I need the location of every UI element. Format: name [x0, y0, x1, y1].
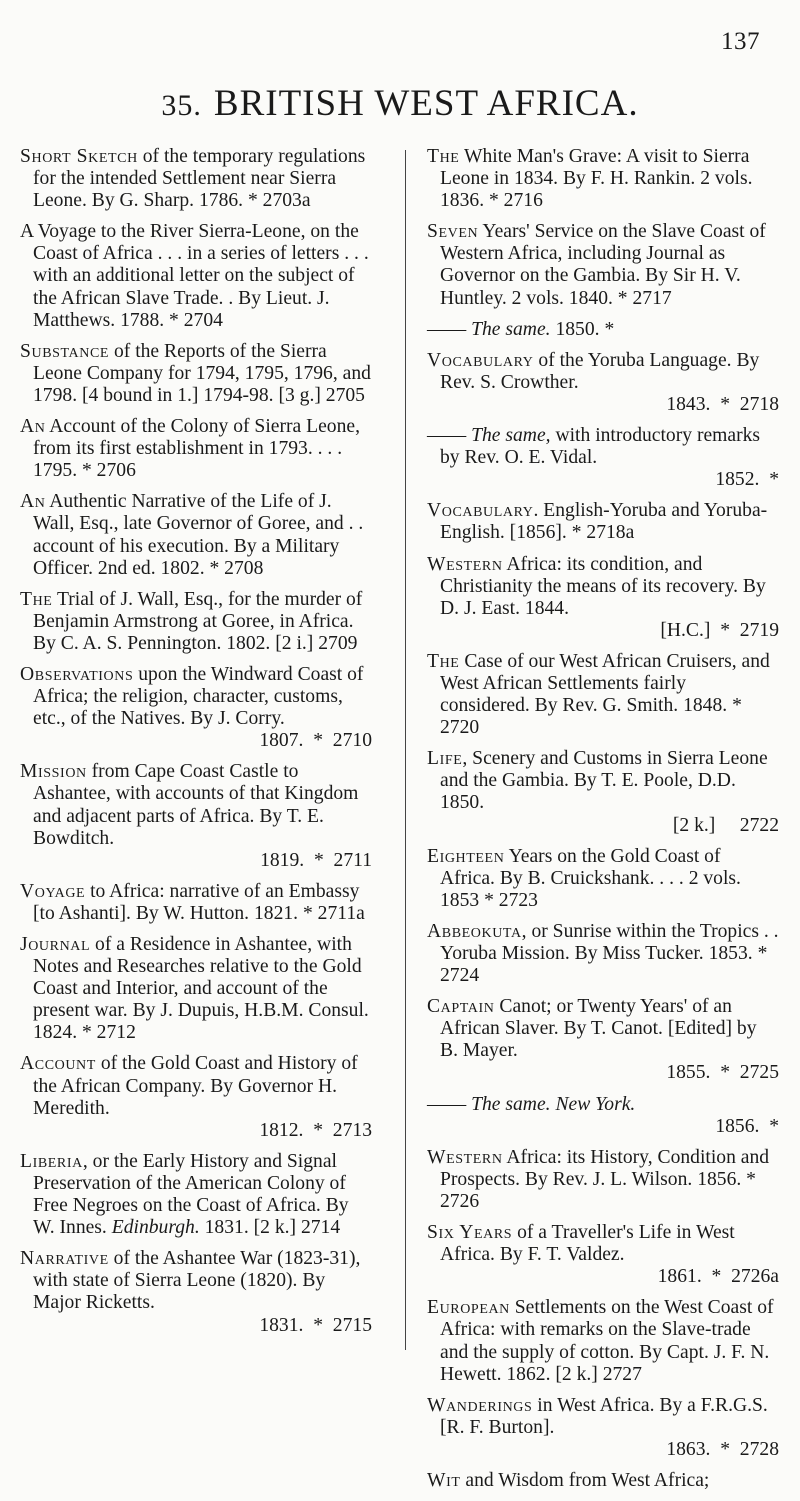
entry-text: Case of our West African Cruisers, and West African Settlements fairly considered. By Rev. G. Smith. 1848. * 2720 — [440, 650, 770, 739]
entry-reference: [2 k.] 2722 — [672, 814, 779, 836]
entry-text: , Scenery and Customs in Sierra Leone and the Gambia. By T. E. Poole, D.D. 1850. — [440, 748, 768, 814]
entry-lead: Narrative — [20, 1248, 109, 1270]
entry-text: Years' Service on the Slave Coast of Western Africa, including Journal as Governor on the Gambia. By Sir H. V. Huntley. 2 vols. 1840. * 2717 — [440, 221, 766, 309]
entry-lead: Abbeokuta — [427, 920, 522, 942]
entry-text: —— — [427, 1093, 472, 1115]
entry-text: of a Traveller's Life in West Africa. By F. T. Valdez. — [440, 1222, 735, 1266]
entry-lead: Journal — [20, 934, 91, 955]
entry-lead: An — [20, 491, 46, 513]
entry-text: and Wisdom from West Africa; — [460, 1469, 710, 1491]
entry-lead: An — [20, 416, 46, 438]
entry-tail: 1831. [2 k.] 2714 — [199, 1217, 341, 1239]
entry-lead: Captain — [427, 996, 495, 1018]
entry-lead: Western — [427, 1146, 503, 1168]
entry-italic: The same, — [471, 425, 551, 447]
entry-lead: Six Years — [427, 1222, 513, 1244]
catalogue-entry — [20, 491, 372, 579]
entry-lead: Western — [427, 553, 503, 575]
entry-lead: Substance — [20, 340, 110, 362]
entry-reference: 1831. * 2715 — [259, 1314, 372, 1336]
entry-text: from Cape Coast Castle to Ashantee, with accounts of that Kingdom and adjacent parts of Africa. By T. E. Bowditch. — [33, 761, 359, 849]
entry-reference: 1843. * 2718 — [666, 393, 779, 415]
entry-reference: 1861. * 2726a — [657, 1266, 779, 1288]
entry-text: Africa: its History, Condition and Prospects. By Rev. J. L. Wilson. 1856. * 2726 — [440, 1146, 770, 1212]
entry-text: of the Gold Coast and History of the African Company. By Governor H. Meredith. — [33, 1053, 358, 1119]
catalogue-entry — [427, 651, 779, 739]
entry-reference: [H.C.] * 2719 — [660, 619, 779, 641]
catalogue-entry — [20, 589, 372, 655]
column-divider — [405, 150, 406, 1350]
entry-lead: Seven — [427, 221, 479, 243]
entry-text: Settlements on the West Coast of Africa: with remarks on the Slave-trade and the supply of cotton. By Capt. J. F. N. Hewett. 1862. [2 k.] 2727 — [440, 1297, 774, 1385]
catalogue-entry — [20, 416, 372, 482]
entry-reference: 1855. * 2725 — [666, 1062, 779, 1084]
entry-lead: The — [427, 650, 460, 672]
entry-lead: Life — [427, 748, 463, 770]
entry-text: Trial of J. Wall, Esq., for the murder of Benjamin Armstrong at Goree, in Africa. By C. A. S. Pennington. 1802. [2 i.] 2709 — [33, 588, 363, 654]
catalogue-entry — [427, 554, 779, 642]
entry-text: of the Yoruba Language. By Rev. S. Crowther. — [440, 349, 760, 393]
entry-lead: Vocabulary — [427, 349, 534, 371]
entry-lead: European — [427, 1297, 510, 1319]
entry-text: of a Residence in Ashantee, with Notes and Researches relative to the Gold Coast and Interior, and account of the present war. By J. Dupuis, H.B.M. Consul. 1824. * 2712 — [33, 934, 369, 1044]
catalogue-entry — [427, 1094, 779, 1138]
catalogue-entry — [427, 500, 779, 544]
catalogue-entry — [20, 934, 372, 1044]
catalogue-entry — [20, 881, 372, 925]
entry-text: Authentic Narrative of the Life of J. Wall, Esq., late Governor of Goree, and . . account of his execution. By a Military Officer. 2nd ed. 1802. * 2708 — [33, 491, 364, 579]
catalogue-entry — [427, 1147, 779, 1213]
entry-lead: Vocabulary — [427, 500, 534, 522]
entry-tail: 1850. * — [550, 318, 615, 340]
entry-lead: The — [427, 146, 460, 167]
entry-text: to Africa: narrative of an Embassy [to Ashanti]. By W. Hutton. 1821. * 2711a — [33, 880, 365, 924]
entry-reference: 1863. * 2728 — [666, 1438, 779, 1460]
entry-text: , or the Early History and Signal Preservation of the American Colony of Free Negroes on the Coast of Africa. By W. Innes. — [33, 1150, 349, 1239]
entry-lead: Mission — [20, 761, 87, 783]
page-number: 137 — [721, 28, 760, 55]
catalogue-entry — [20, 664, 372, 752]
catalogue-entry — [427, 921, 779, 987]
entry-text: of the Ashantee War (1823-31), with state of Sierra Leone (1820). By Major Ricketts. — [33, 1248, 361, 1314]
entry-text: of the Reports of the Sierra Leone Company for 1794, 1795, 1796, and 1798. [4 bound in 1.] 1794-98. [3 g.] 2705 — [33, 340, 371, 406]
catalogue-entry — [427, 996, 779, 1084]
catalogue-entry — [20, 1151, 372, 1239]
catalogue-entry — [427, 319, 779, 341]
entry-text: —— — [427, 425, 472, 447]
entry-text: in West Africa. By a F.R.G.S. [R. F. Burton]. — [440, 1394, 768, 1438]
entry-text: Canot; or Twenty Years' of an African Slaver. By T. Canot. [Edited] by B. Mayer. — [440, 996, 757, 1062]
entry-text: Africa: its condition, and Christianity the means of its recovery. By D. J. East. 1844. — [440, 553, 766, 619]
entry-text: —— — [427, 318, 472, 340]
entry-text: . English-Yoruba and Yoruba-English. [1856]. * 2718a — [440, 500, 768, 544]
entry-text: Account of the Colony of Sierra Leone, from its first establishment in 1793. . . . 1795. * 2706 — [33, 416, 360, 482]
entry-lead: Wit — [427, 1469, 461, 1491]
section-title: BRITISH WEST AFRICA. — [213, 83, 639, 124]
catalogue-entry — [427, 1297, 779, 1385]
catalogue-entry — [427, 1470, 779, 1492]
catalogue-entry — [20, 1248, 372, 1336]
catalogue-entry — [427, 1395, 779, 1461]
section-heading — [0, 82, 800, 125]
right-column — [427, 146, 779, 1501]
catalogue-entry — [427, 1222, 779, 1288]
entry-text: upon the Windward Coast of Africa; the religion, character, customs, etc., of the Natives. By J. Corry. — [33, 663, 364, 730]
entry-text: White Man's Grave: A visit to Sierra Leone in 1834. By F. H. Rankin. 2 vols. 1836. * 2716 — [440, 146, 753, 212]
entry-reference: 1812. * 2713 — [259, 1119, 372, 1141]
entry-tail: with introductory remarks by Rev. O. E. Vidal. — [440, 425, 761, 469]
entry-lead: Voyage — [20, 880, 86, 902]
catalogue-entry — [20, 341, 372, 407]
left-column — [20, 146, 372, 1346]
entry-reference: 1807. * 2710 — [259, 730, 372, 752]
catalogue-entry — [427, 846, 779, 912]
catalogue-entry — [20, 1053, 372, 1141]
entry-reference: 1852. * — [715, 469, 779, 491]
entry-text: Years on the Gold Coast of Africa. By B. Cruickshank. . . . 2 vols. 1853 * 2723 — [440, 845, 741, 911]
catalogue-entry — [427, 146, 779, 212]
entry-lead: Account — [20, 1053, 96, 1075]
entry-italic: The same. — [471, 318, 551, 340]
entry-italic: The same. New York. — [471, 1093, 636, 1115]
entry-lead: Eighteen — [427, 845, 505, 867]
entry-lead: Short Sketch — [20, 146, 138, 167]
entry-text: A Voyage to the River Sierra-Leone, on the Coast of Africa . . . in a series of letters . . . with an additional letter on the subject of the African Slave Trade. . By Lieut. J. Matthews. 1788. * 2704 — [20, 221, 369, 331]
catalogue-entry — [427, 425, 779, 491]
catalogue-entry — [20, 761, 372, 871]
catalogue-entry — [427, 350, 779, 416]
entry-lead: Liberia — [20, 1150, 83, 1172]
entry-lead: Observations — [20, 663, 134, 685]
entry-italic: Edinburgh. — [111, 1217, 200, 1239]
entry-lead: Wanderings — [427, 1394, 533, 1416]
entry-lead: The — [20, 588, 53, 610]
entry-reference: 1819. * 2711 — [260, 849, 372, 871]
entry-text: , or Sunrise within the Tropics . . Yoruba Mission. By Miss Tucker. 1853. * 2724 — [440, 920, 779, 987]
catalogue-entry — [20, 146, 372, 212]
section-number: 35. — [161, 89, 202, 122]
entry-reference: 1856. * — [715, 1115, 779, 1137]
catalogue-entry — [427, 748, 779, 836]
catalogue-entry — [427, 221, 779, 309]
catalogue-entry — [20, 221, 372, 331]
entry-text: of the temporary regulations for the intended Settlement near Sierra Leone. By G. Sharp. 1786. * 2703a — [33, 146, 366, 212]
